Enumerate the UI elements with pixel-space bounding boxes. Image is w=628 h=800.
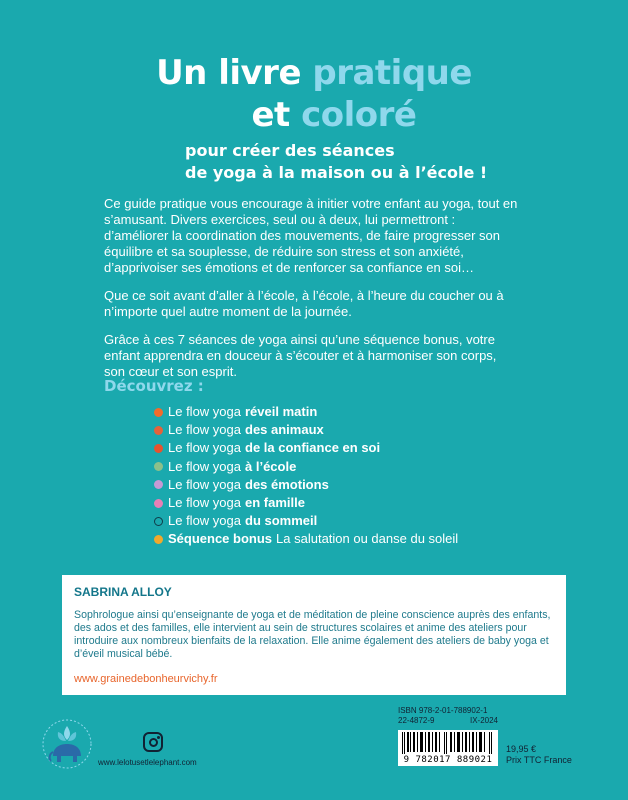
author-bio: Sophrologue ainsi qu’enseignante de yoga et de méditation de pleine conscience auprès des enfants, des ados et des familles, elle intervient au sein de structures scolaires et anime des ateliers pour introduire aux nombreux bienfaits de la relaxation. Elle anime également des ateliers de baby yoga et d’éveil musical bébé. bbox=[74, 609, 551, 660]
headline-word-white-1: Un livre bbox=[156, 53, 302, 93]
bullet-dot bbox=[154, 462, 163, 471]
flow-highlight: à l’école bbox=[245, 458, 297, 474]
price-amount: 19,95 € bbox=[506, 744, 537, 754]
flow-item-bonus bbox=[154, 530, 458, 548]
flow-item bbox=[154, 494, 458, 512]
bullet-dot bbox=[154, 426, 163, 435]
author-name: SABRINA ALLOY bbox=[74, 585, 172, 599]
author-website-link[interactable]: www.grainedebonheurvichy.fr bbox=[74, 673, 218, 685]
bonus-label: Séquence bonus bbox=[168, 531, 273, 547]
flow-item bbox=[154, 476, 458, 494]
bullet-dot bbox=[154, 408, 163, 417]
subheadline bbox=[185, 140, 605, 184]
flow-list bbox=[154, 403, 458, 549]
flow-prefix: Le flow yoga bbox=[168, 422, 241, 438]
publisher-website-link[interactable]: www.lelotusetlelephant.com bbox=[98, 758, 197, 767]
isbn-block bbox=[398, 706, 498, 726]
product-code: 22-4872-9 bbox=[398, 716, 435, 725]
bullet-dot bbox=[154, 517, 163, 526]
flow-highlight: du sommeil bbox=[245, 513, 318, 529]
headline-word-blue-1: pratique bbox=[312, 53, 472, 93]
subheadline-line-1: pour créer des séances bbox=[185, 141, 395, 160]
flow-prefix: Le flow yoga bbox=[168, 404, 241, 419]
flow-prefix: Le flow yoga bbox=[168, 458, 241, 474]
headline-word-white-2: et bbox=[251, 95, 290, 135]
isbn-number: ISBN 978-2-01-788902-1 bbox=[398, 706, 488, 715]
paragraph: Ce guide pratique vous encourage à initier votre enfant au yoga, tout en s’amusant. Divers exercices, seul ou à deux, lui permettront : d’améliorer la coordination des mouvements, de faire progresser son équilibre et sa souplesse, de réduire son stress et son anxiété, d’apprivoiser ses émotions et de renforcer sa confiance en soi… bbox=[104, 196, 518, 275]
discover-title: Découvrez : bbox=[104, 377, 204, 395]
paragraph: Que ce soit avant d’aller à l’école, à l’école, à l’heure du coucher ou à n’importe quel autre moment de la journée. bbox=[104, 288, 504, 319]
flow-highlight: des animaux bbox=[245, 422, 324, 438]
flow-item bbox=[154, 458, 458, 476]
bullet-dot bbox=[154, 480, 163, 489]
flow-item bbox=[154, 403, 458, 421]
flow-item bbox=[154, 421, 458, 439]
flow-item bbox=[154, 439, 458, 457]
bullet-dot bbox=[154, 535, 163, 544]
price-label: Prix TTC France bbox=[506, 755, 572, 765]
description bbox=[104, 196, 520, 392]
headline bbox=[0, 52, 628, 136]
bullet-dot bbox=[154, 499, 163, 508]
headline-line-2 bbox=[0, 94, 628, 136]
bullet-dot bbox=[154, 444, 163, 453]
paragraph: Grâce à ces 7 séances de yoga ainsi qu’une séquence bonus, votre enfant apprendra en douceur à s’écouter et à harmoniser son corps, son cœur et son esprit. bbox=[104, 332, 497, 379]
headline-word-blue-2: coloré bbox=[301, 95, 417, 135]
barcode-number: 9 782017 889021 bbox=[398, 754, 498, 766]
subheadline-line-2: de yoga à la maison ou à l’école ! bbox=[185, 163, 488, 182]
price-block bbox=[506, 744, 572, 766]
flow-prefix: Le flow yoga bbox=[168, 476, 241, 492]
flow-item bbox=[154, 512, 458, 530]
author-box bbox=[62, 575, 566, 695]
print-date: IX-2024 bbox=[469, 716, 498, 725]
flow-highlight: de la confiance en soi bbox=[245, 440, 381, 456]
flow-highlight: réveil matin bbox=[245, 404, 318, 419]
lotus-elephant-logo bbox=[38, 718, 96, 770]
flow-prefix: Le flow yoga bbox=[168, 513, 241, 529]
instagram-icon[interactable] bbox=[143, 732, 163, 752]
flow-prefix: Le flow yoga bbox=[168, 495, 241, 511]
flow-prefix: Le flow yoga bbox=[168, 440, 241, 456]
flow-highlight: en famille bbox=[245, 495, 305, 511]
bonus-text: La salutation ou danse du soleil bbox=[276, 531, 459, 547]
headline-line-1 bbox=[0, 52, 628, 94]
flow-highlight: des émotions bbox=[245, 476, 329, 492]
